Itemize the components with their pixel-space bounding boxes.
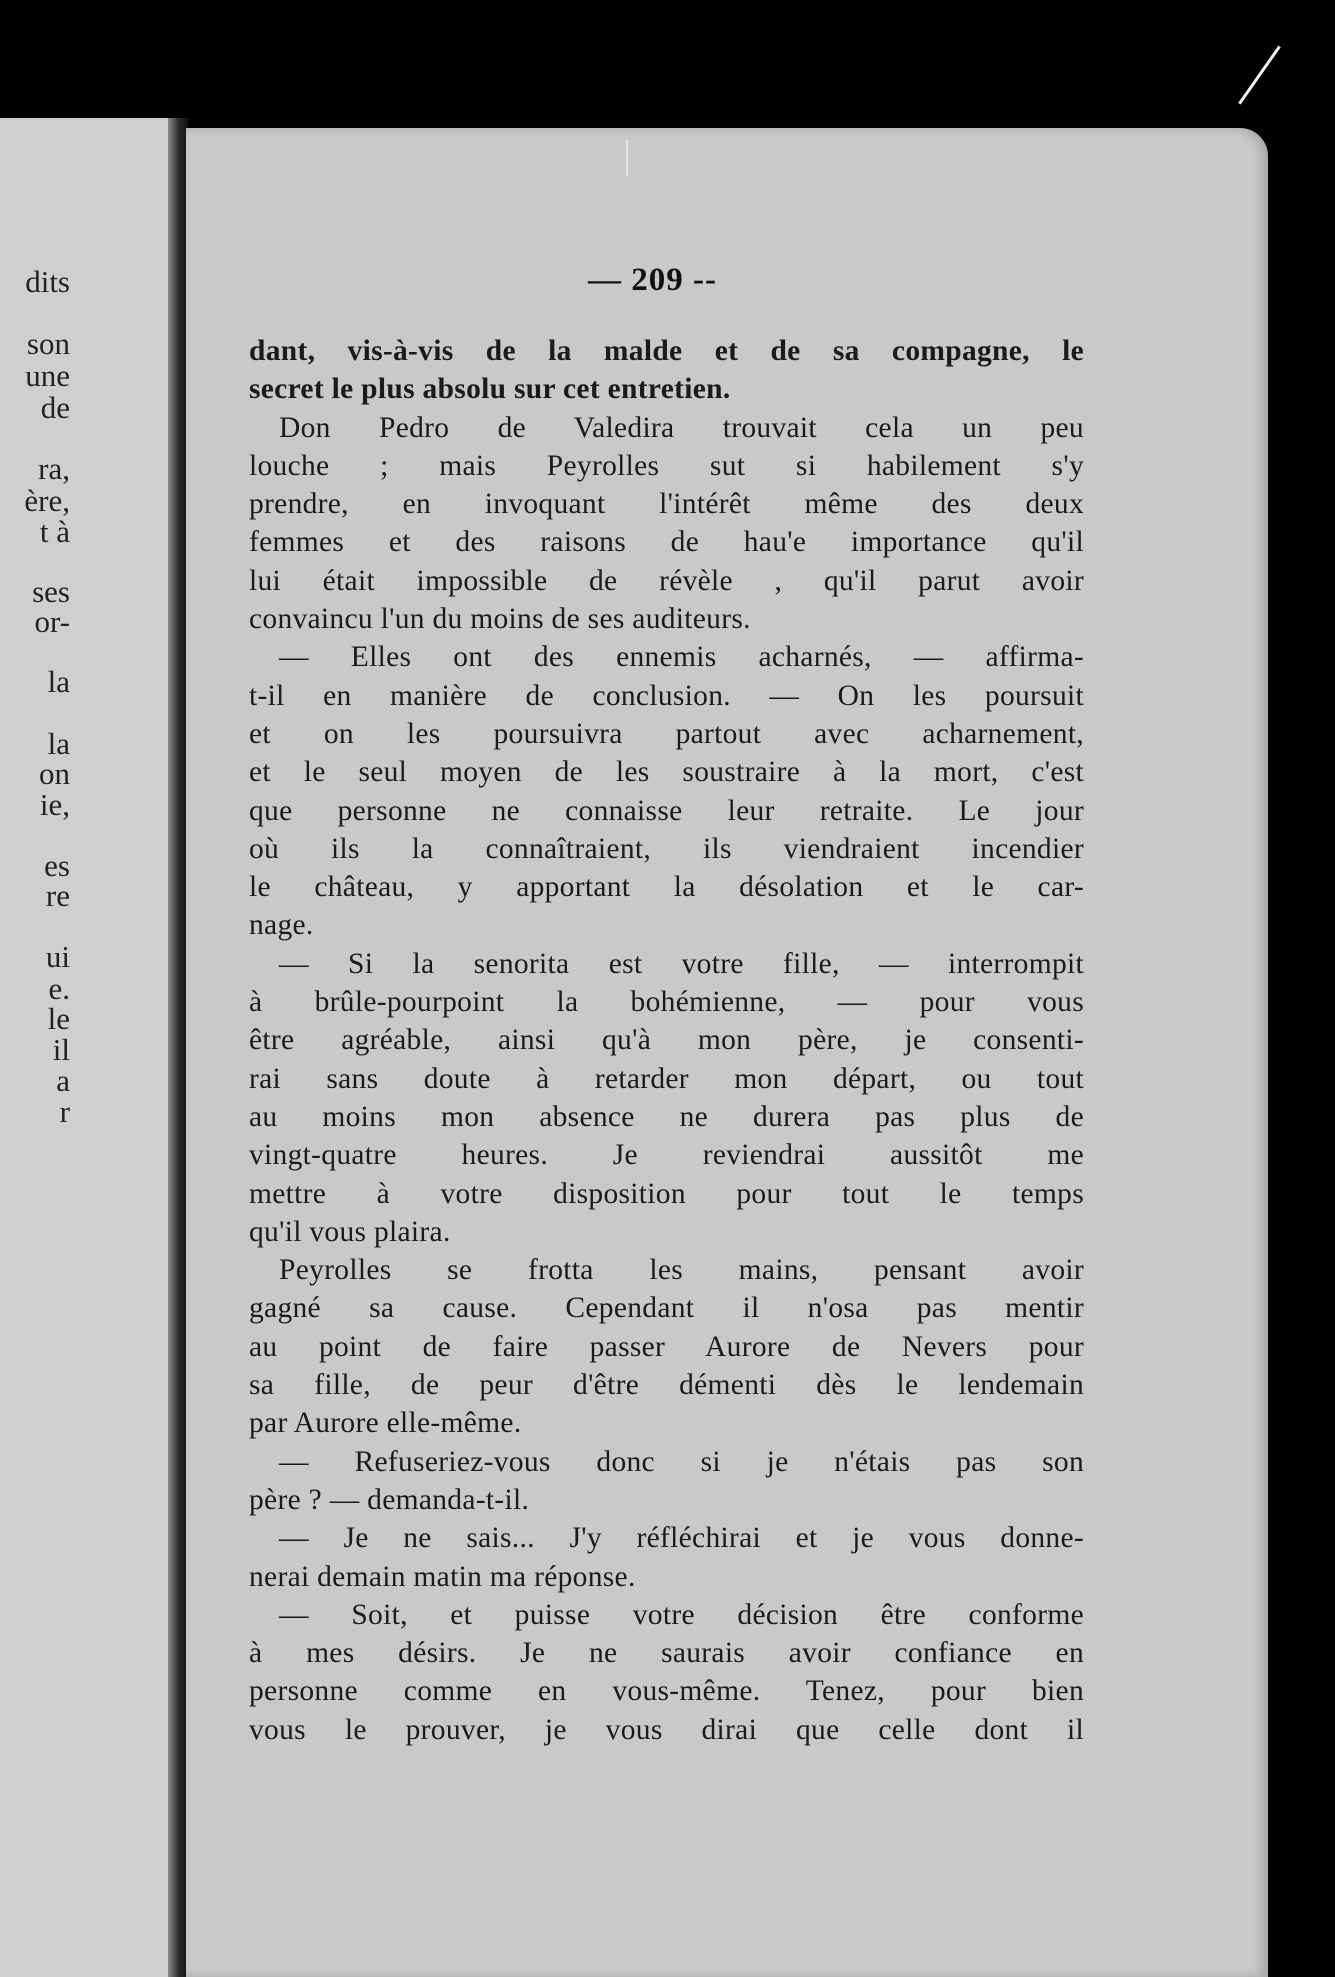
left-page-fragment: t à	[39, 514, 70, 549]
left-page-fragment: ses	[32, 574, 70, 609]
left-page-fragment: re	[45, 878, 70, 913]
text-line: — Je ne sais... J'y réfléchirai et je vous donne-	[279, 1522, 1084, 1555]
text-line: père ? — demanda-t-il.	[249, 1483, 530, 1516]
text-line: à brûle-pourpoint la bohémienne, — pour vous	[249, 986, 1084, 1019]
left-page-fragment: le	[47, 1001, 70, 1036]
text-line: prendre, en invoquant l'intérêt même des deux	[249, 488, 1084, 521]
text-line: t-il en manière de conclusion. — On les poursuit	[249, 679, 1084, 712]
text-line: — Elles ont des ennemis acharnés, — affirma-	[279, 641, 1084, 674]
text-line: au point de faire passer Aurore de Nevers pour	[249, 1330, 1084, 1363]
text-line: à mes désirs. Je ne saurais avoir confiance en	[249, 1637, 1084, 1670]
text-line: et le seul moyen de les soustraire à la mort, c'est	[249, 756, 1084, 789]
text-line: sa fille, de peur d'être démenti dès le lendemain	[249, 1369, 1084, 1402]
left-page-fragment: ui	[45, 939, 70, 974]
text-line: vingt-quatre heures. Je reviendrai aussitôt me	[249, 1139, 1084, 1172]
left-page-fragment: on	[39, 756, 70, 791]
scan-scratch	[1238, 45, 1281, 104]
text-line: femmes et des raisons de hau'e importance qu'il	[249, 526, 1084, 559]
text-line: où ils la connaîtraient, ils viendraient incendier	[249, 832, 1084, 865]
text-line: personne comme en vous-même. Tenez, pour bien	[249, 1675, 1084, 1708]
page-number: — 209 --	[588, 262, 717, 298]
left-page-fragment: ie,	[39, 787, 70, 822]
text-line: louche ; mais Peyrolles sut si habilement s'y	[249, 449, 1084, 482]
text-line: qu'il vous plaira.	[249, 1215, 451, 1248]
text-line: le château, y apportant la désolation et le car-	[249, 871, 1084, 904]
text-line: mettre à votre disposition pour tout le temps	[249, 1177, 1084, 1210]
text-line: vous le prouver, je vous dirai que celle dont il	[249, 1713, 1084, 1746]
book-spine	[168, 118, 188, 1977]
left-page-fragment: r	[59, 1094, 70, 1129]
text-line: et on les poursuivra partout avec acharnement,	[249, 717, 1084, 750]
left-page-fragment: or-	[34, 604, 70, 639]
left-page-fragment: il	[52, 1032, 70, 1067]
left-page-fragment: e.	[48, 971, 70, 1006]
left-page-fragment: son	[26, 326, 70, 361]
text-line: — Soit, et puisse votre décision être conforme	[279, 1598, 1084, 1631]
text-line: Peyrolles se frotta les mains, pensant avoir	[279, 1254, 1084, 1287]
text-line: Don Pedro de Valedira trouvait cela un peu	[279, 411, 1084, 444]
text-line: que personne ne connaisse leur retraite. Le jour	[249, 794, 1084, 827]
text-line: — Refuseriez-vous donc si je n'étais pas son	[279, 1445, 1084, 1478]
text-line: gagné sa cause. Cependant il n'osa pas mentir	[249, 1292, 1084, 1325]
text-line: être agréable, ainsi qu'à mon père, je consenti-	[249, 1024, 1084, 1057]
text-line: lui était impossible de révèle , qu'il parut avoir	[249, 564, 1084, 597]
text-line: nerai demain matin ma réponse.	[249, 1560, 636, 1593]
left-page-fragment: la	[47, 664, 70, 699]
left-page-fragment: ra,	[38, 451, 70, 486]
text-line: dant, vis-à-vis de la malde et de sa compagne, le	[249, 335, 1084, 367]
left-page-fragment: ère,	[24, 483, 70, 518]
left-page-fragment: a	[56, 1063, 70, 1098]
text-line: rai sans doute à retarder mon départ, ou tout	[249, 1062, 1084, 1095]
left-page-fragment: dits	[25, 264, 70, 299]
text-line: secret le plus absolu sur cet entretien.	[249, 373, 731, 406]
text-line: au moins mon absence ne durera pas plus de	[249, 1100, 1084, 1133]
left-page-fragment: es	[44, 848, 70, 883]
page-body-text	[249, 332, 1084, 1749]
text-line: convaincu l'un du moins de ses auditeurs.	[249, 603, 751, 636]
text-line: — Si la senorita est votre fille, — interrompit	[279, 947, 1084, 980]
left-facing-page	[0, 118, 168, 1977]
left-page-fragment: la	[47, 726, 70, 761]
text-line: par Aurore elle-même.	[249, 1407, 522, 1440]
text-line: nage.	[249, 909, 314, 942]
left-page-fragment: de	[40, 390, 70, 425]
scan-scratch	[626, 140, 628, 176]
left-page-fragment: une	[25, 358, 70, 393]
